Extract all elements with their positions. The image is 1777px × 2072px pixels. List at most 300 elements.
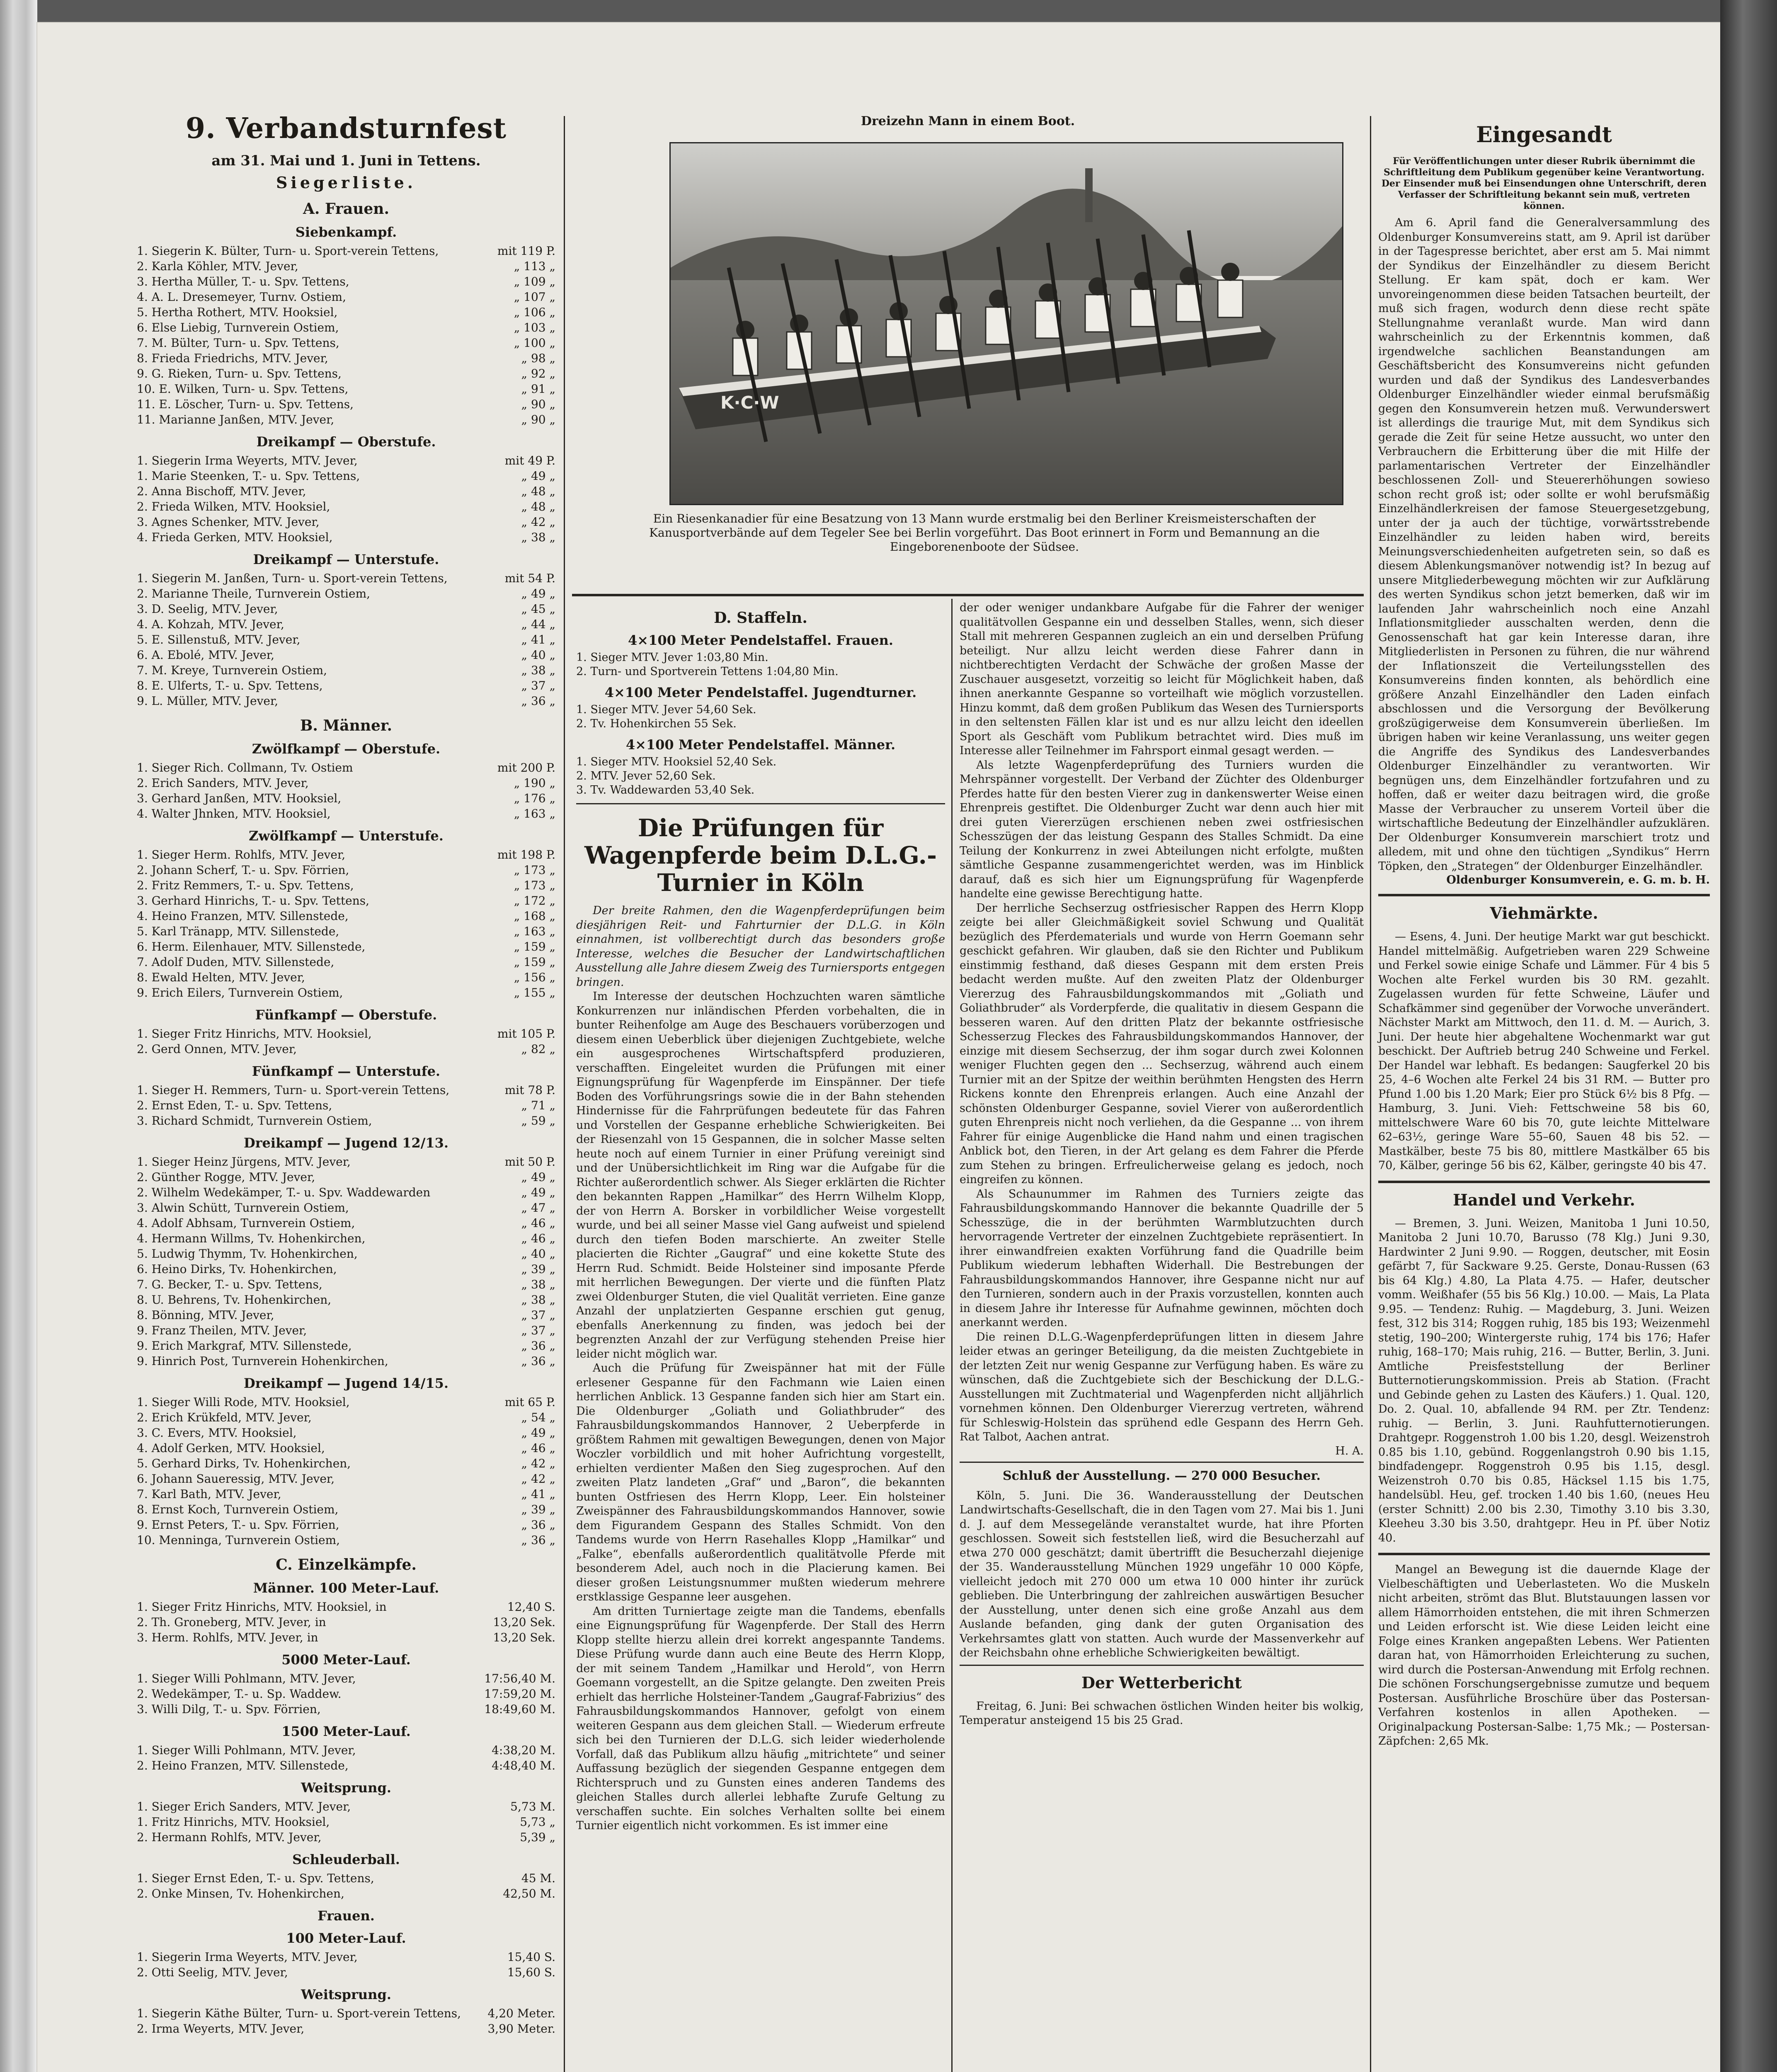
ad-text: Mangel an Bewegung ist die dauernde Klage der Vielbeschäftigten und Ueberlasteten. Wo die Muskeln nicht arbeiten, strömt das Blut. Blutstauungen lassen vor allem Hämorrhoiden entstehen, die mit ihren Schmerzen und Leiden erforscht ist. Wie diese Leiden leicht eine Folge eines Kranken angepaßten Lebens. Wer Patienten daran hat, von Hämorrhoiden Erleichterung zu suchen, wird durch die Postersan-Anwendung mit Erfolg rechnen. Die schönen Forschungsergebnisse zumutze und bequem Postersan. Ausführliche Broschüre über das Postersan-Verfahren kostenlos in allen Apotheken. — Originalpackung Postersan-Salbe: 1,75 Mk.; — Postersan-Zäpfchen: 2,65 Mk. xyxy=(1378,1563,1710,1748)
competitor-score: „ 49 „ xyxy=(521,587,555,600)
competitor-score: „ 36 „ xyxy=(521,1533,555,1547)
result-row xyxy=(137,1471,555,1486)
competitor-name: 9. Franz Theilen, MTV. Jever, xyxy=(137,1324,307,1337)
competitor-name: 1. Sieger H. Remmers, Turn- u. Sport-verein Tettens, xyxy=(137,1083,450,1097)
competitor-name: 8. U. Behrens, Tv. Hohenkirchen, xyxy=(137,1293,332,1307)
competitor-name: 5. E. Sillenstuß, MTV. Jever, xyxy=(137,633,301,646)
result-row xyxy=(137,2006,555,2021)
result-row xyxy=(137,453,555,468)
competitor-score: „ 45 „ xyxy=(521,602,555,616)
discipline-results xyxy=(137,1154,555,1369)
column-rule-1 xyxy=(564,116,565,2072)
competitor-name: 2. Anna Bischoff, MTV. Jever, xyxy=(137,484,306,498)
newspaper-page xyxy=(37,23,1720,2072)
result-row xyxy=(137,514,555,530)
results-column xyxy=(137,112,555,2036)
competitor-name: 3. D. Seelig, MTV. Jever, xyxy=(137,602,278,616)
result-row xyxy=(137,1630,555,1645)
competitor-score: „ 44 „ xyxy=(521,617,555,631)
competitor-name: 9. L. Müller, MTV. Jever, xyxy=(137,694,279,708)
scan-edge-left xyxy=(0,0,37,2072)
competitor-name: 1. Sieger Fritz Hinrichs, MTV. Hooksiel, in xyxy=(137,1600,387,1614)
competitor-name: 7. Adolf Duden, MTV. Sillenstede, xyxy=(137,955,335,969)
competitor-name: 2. Erich Sanders, MTV. Jever, xyxy=(137,776,309,790)
competitor-score: „ 38 „ xyxy=(521,663,555,677)
competitor-score: „ 42 „ xyxy=(521,1457,555,1470)
competitor-name: 6. Heino Dirks, Tv. Hohenkirchen, xyxy=(137,1262,337,1276)
competitor-score: „ 176 „ xyxy=(514,792,555,805)
competitor-name: 5. Hertha Rothert, MTV. Hooksiel, xyxy=(137,305,338,319)
competitor-score: mit 49 P. xyxy=(504,454,555,467)
competitor-score: „ 49 „ xyxy=(521,1426,555,1440)
competitor-name: 1. Fritz Hinrichs, MTV. Hooksiel, xyxy=(137,1815,330,1829)
competitor-score: „ 39 „ xyxy=(521,1262,555,1276)
competitor-name: 3. Herm. Rohlfs, MTV. Jever, in xyxy=(137,1631,318,1644)
result-row xyxy=(137,1113,555,1128)
competitor-score: mit 78 P. xyxy=(504,1083,555,1097)
result-row xyxy=(137,1799,555,1814)
result-row xyxy=(137,1599,555,1615)
competitor-name: 1. Sieger Erich Sanders, MTV. Jever, xyxy=(137,1800,351,1813)
discipline-results xyxy=(137,1743,555,1773)
competitor-name: 5. Ludwig Thymm, Tv. Hohenkirchen, xyxy=(137,1247,358,1261)
result-row xyxy=(137,259,555,274)
result-row xyxy=(137,305,555,320)
result-row xyxy=(137,847,555,862)
competitor-score: mit 200 P. xyxy=(497,761,555,775)
competitor-score: „ 39 „ xyxy=(521,1503,555,1516)
competitor-score: 5,39 „ xyxy=(520,1830,555,1844)
competitor-name: 2. Ernst Eden, T.- u. Spv. Tettens, xyxy=(137,1099,332,1112)
discipline-title: Männer. 100 Meter-Lauf. xyxy=(253,1580,439,1596)
discipline-results xyxy=(137,1599,555,1645)
article-paragraph: Als Schaunummer im Rahmen des Turniers zeigte das Fahrausbildungskommando Hannover die bekannte Quadrille der 5 Schesszüge, die in der berühmten Warmblutzuchten durch hervorragende Vertreter der einzelnen Zuchtgebiete repräsentiert. In ihrer einwandfreien exakten Vorführung fand die Quadrille beim Publikum wiederum lebhaften Widerhall. Die Bestrebungen der Fahrausbildungskommandos Hannover, ihre Gespanne nicht nur auf den Turnieren, sondern auch in der Praxis vorzustellen, konnten auch in diesem Jahre ihr Interesse für Aufnahme gewinnen, möchten doch anerkannt werden. xyxy=(960,1187,1364,1329)
markets-text: — Esens, 4. Juni. Der heutige Markt war gut beschickt. Handel mittelmäßig. Aufgetrieben waren 229 Schweine und Ferkel sowie einige Schafe und Lämmer. Für 4 bis 5 Wochen alte Ferkel wurden bis 30 RM. gezahlt. Zugelassen wurden für fette Schweine, Läufer und Schafkämmer sind gegenüber der Vorwoche unverändert. Nächster Markt am Mittwoch, den 11. d. M. — Aurich, 3. Juni. Der heute hier abgehaltene Wochenmarkt war gut beschickt. Der Auftrieb betrug 240 Schweine und Ferkel. Der Handel war lebhaft. Es bedangen: Saugferkel 20 bis 25, 4–6 Wochen alte Ferkel 24 bis 31 RM. — Butter pro Pfund 1.00 bis 1.20 Mark; Eier pro Stück 6½ bis 8 Pfg. — Hamburg, 3. Juni. Vieh: Fettschweine 58 bis 60, mittelschwere Ware 60 bis 70, gute leichte Mittelware 62–63½, geringe Ware 55–60, Sauen 48 bis 52. — Mastkälber, beste 75 bis 80, mittlere Mastkälber 65 bis 70, Kälber, geringe 56 bis 62, Kälber, geringste 40 bis 47. xyxy=(1378,930,1710,1172)
competitor-name: 2. Marianne Theile, Turnverein Ostiem, xyxy=(137,587,371,600)
exhibition-text: Köln, 5. Juni. Die 36. Wanderausstellung der Deutschen Landwirtschafts-Gesellschaft, die in den Tagen vom 27. Mai bis 1. Juni d. J. auf dem Messegelände veranstaltet wurde, hat ihre Pforten geschlossen. Soweit sich feststellen ließ, wird die Besucherzahl auf etwa 270 000 geschätzt; damit übertrifft die Besucherzahl diejenige der 35. Wanderausstellung München 1929 ungefähr 10 000 Köpfe, vielleicht jedoch mit 270 000 um etwa 10 000 hinter ihr zurück geblieben. Die Unterbringung der zahlreichen auswärtigen Besucher der Ausstellung, unter denen sich eine große Anzahl aus dem Auslande befanden, ging dank der guten Organisation des Verkehrsamtes glatt von statten. Auch wurde der Massenverkehr auf der Reichsbahn ohne erhebliche Schwierigkeiten bewältigt. xyxy=(960,1489,1364,1659)
result-row xyxy=(137,530,555,545)
competitor-name: 2. Gerd Onnen, MTV. Jever, xyxy=(137,1042,297,1056)
discipline-title: Weitsprung. xyxy=(301,1780,391,1796)
competitor-score: „ 173 „ xyxy=(514,879,555,892)
competitor-score: 45 M. xyxy=(521,1871,555,1885)
competitor-score: 12,40 S. xyxy=(507,1600,555,1614)
photo-caption: Ein Riesenkanadier für eine Besatzung von 13 Mann wurde erstmalig bei den Berliner Kreismeisterschaften der Kanusportverbände auf dem Tegeler See bei Berlin vorgeführt. Das Boot erinnert in Form und Bemannung an die Eingeborenenboote der Südsee. xyxy=(649,512,1320,554)
competitor-name: 4. Heino Franzen, MTV. Sillenstede, xyxy=(137,909,349,923)
relay-result-row: 1. Sieger MTV. Hooksiel 52,40 Sek. xyxy=(576,755,777,768)
competitor-name: 11. Marianne Janßen, MTV. Jever, xyxy=(137,413,335,426)
relay-result-row: 2. MTV. Jever 52,60 Sek. xyxy=(576,770,716,782)
result-row xyxy=(137,1830,555,1845)
result-row xyxy=(137,1743,555,1758)
relay-result-row: 2. Tv. Hohenkirchen 55 Sek. xyxy=(576,717,737,730)
competitor-name: 6. A. Ebolé, MTV. Jever, xyxy=(137,648,275,662)
competitor-score: „ 106 „ xyxy=(514,305,555,319)
competitor-score: „ 168 „ xyxy=(514,909,555,923)
result-row xyxy=(137,1277,555,1292)
competitor-name: 3. Richard Schmidt, Turnverein Ostiem, xyxy=(137,1114,372,1128)
competitor-score: „ 113 „ xyxy=(514,259,555,273)
competitor-name: 6. Johann Saueressig, MTV. Jever, xyxy=(137,1472,335,1486)
column-rule-2 xyxy=(951,599,953,2072)
competitor-name: 3. Hertha Müller, T.- u. Spv. Tettens, xyxy=(137,275,349,288)
eingesandt-title: Eingesandt xyxy=(1476,122,1612,148)
result-row xyxy=(137,1886,555,1901)
relay-rule xyxy=(576,803,945,804)
result-row xyxy=(137,1292,555,1307)
result-row xyxy=(137,1323,555,1338)
discipline-title: Siebenkampf. xyxy=(295,224,397,240)
competitor-name: 1. Sieger Ernst Eden, T.- u. Spv. Tettens, xyxy=(137,1871,374,1885)
competitor-score: „ 90 „ xyxy=(521,397,555,411)
competitor-score: „ 46 „ xyxy=(521,1216,555,1230)
competitor-name: 2. Irma Weyerts, MTV. Jever, xyxy=(137,2022,305,2036)
result-row xyxy=(137,647,555,663)
competitor-score: „ 156 „ xyxy=(514,971,555,984)
eingesandt-body xyxy=(1378,216,1710,874)
discipline-title: Frauen. xyxy=(318,1908,375,1924)
competitor-score: mit 65 P. xyxy=(504,1395,555,1409)
competitor-name: 4. Adolf Gerken, MTV. Hooksiel, xyxy=(137,1441,325,1455)
ad-rule xyxy=(1378,1553,1710,1555)
competitor-name: 8. Ernst Koch, Turnverein Ostiem, xyxy=(137,1503,339,1516)
result-row xyxy=(137,806,555,821)
result-row xyxy=(137,1246,555,1261)
article-paragraph: Als letzte Wagenpferdeprüfung des Turniers wurden die Mehrspänner vorgestellt. Der Verband der Züchter des Oldenburger Pferdes hatte für den besten Vierer zug in dankenswerter Weise einen Ehrenpreis gestiftet. Die Oldenburger Zucht war denn auch hier mit drei guten Viererzügen erschienen neben zwei ostfriesischen Schesszügen der das leistung Gespann des Stalles Schmidt. Da eine Teilung der Konkurrenz in zwei Abteilungen nicht erfolgte, mußten sämtliche Gespanne zusammengerichtet werden, was im Hinblick darauf, daß es sich hier um Eignungsprüfung für Wagenpferde handelte eine gewisse Berechtigung hatte. xyxy=(960,758,1364,900)
result-row xyxy=(137,1261,555,1277)
competitor-score: „ 38 „ xyxy=(521,530,555,544)
result-row xyxy=(137,893,555,908)
competitor-name: 6. Else Liebig, Turnverein Ostiem, xyxy=(137,321,339,334)
competitor-name: 5. Gerhard Dirks, Tv. Hohenkirchen, xyxy=(137,1457,351,1470)
competitor-score: 4:48,40 M. xyxy=(492,1759,555,1772)
competitor-name: 5. Karl Tränapp, MTV. Sillenstede, xyxy=(137,925,339,938)
competitor-score: „ 190 „ xyxy=(514,776,555,790)
result-row xyxy=(137,1169,555,1185)
result-row xyxy=(137,484,555,499)
competitor-name: 1. Sieger Willi Rode, MTV. Hooksiel, xyxy=(137,1395,350,1409)
discipline-results xyxy=(137,760,555,821)
competitor-name: 2. Wilhelm Wedekämper, T.- u. Spv. Waddewarden xyxy=(137,1186,431,1199)
result-row xyxy=(137,243,555,259)
competitor-name: 7. M. Kreye, Turnverein Ostiem, xyxy=(137,663,327,677)
competitor-score: „ 163 „ xyxy=(514,807,555,821)
article-paragraph: Die reinen D.L.G.-Wagenpferdeprüfungen litten in diesem Jahre leider etwas an geringer Beteiligung, da die meisten Zuchtgebiete in der letzten Zeit nur wenig Gespanne zur Verfügung haben. Es wäre zu wünschen, daß die Zuchtgebiete sich der Beschickung der D.L.G.-Ausstellungen mit Zuchtmaterial und Wagenpferden nicht alljährlich vornehmen können. Den Oldenburger Viererzug vertreten, während für Schleswig-Holstein das sprühend edle Gespann des Herrn Geh. Rat Talbot, Aachen antrat. xyxy=(960,1330,1364,1443)
competitor-score: „ 155 „ xyxy=(514,986,555,1000)
result-row xyxy=(137,1082,555,1098)
result-row xyxy=(137,791,555,806)
competitor-name: 3. Alwin Schütt, Turnverein Ostiem, xyxy=(137,1201,349,1215)
result-row xyxy=(137,663,555,678)
relay-results xyxy=(576,632,945,797)
competitor-score: „ 98 „ xyxy=(521,351,555,365)
result-row xyxy=(137,1814,555,1830)
competitor-score: 15,40 S. xyxy=(507,1950,555,1964)
result-row xyxy=(137,335,555,351)
competitor-name: 9. Ernst Peters, T.- u. Spv. Förrien, xyxy=(137,1518,339,1532)
competitor-score: „ 159 „ xyxy=(514,955,555,969)
competitor-score: „ 49 „ xyxy=(521,1170,555,1184)
competitor-name: 4. Walter Jhnken, MTV. Hooksiel, xyxy=(137,807,331,821)
result-row xyxy=(137,499,555,514)
article-subtitle: am 31. Mai und 1. Juni in Tettens. xyxy=(211,152,481,169)
result-row xyxy=(137,1215,555,1231)
competitor-name: 2. Karla Köhler, MTV. Jever, xyxy=(137,259,298,273)
competitor-score: „ 92 „ xyxy=(521,367,555,380)
article-paragraph: Am dritten Turniertage zeigte man die Tandems, ebenfalls eine Eignungsprüfung für Wagenpferde. Der Stall des Herrn Klopp stellte hierzu allein drei korrekt angespannte Tandems. Diese Prüfung wurde dann auch eine Beute des Herrn Klopp, der mit seinem Tandem „Hamilkar und Herold“, von Herrn Goemann vorgestellt, an die Spitze gelangte. Den zweiten Preis erhielt das herrliche Holsteiner-Tandem „Gaugraf-Fabrizius“ des Fahrausbildungskommandos Hannover, gefolgt von einem weiteren Gespann aus dem gleichen Stall. — Wiederum erfreute sich bei den Turnieren der D.L.G. sich leider wiederholende Vorfall, daß das Publikum allzu häufig „mitrichtete“ und seiner Auffassung bezüglich der siegenden Gespanne entgegen dem Richterspruch und zu Gunsten eines anderen Tandems des gleichen Stalles durch allerlei lebhafte Zurufe Geltung zu verschaffen suchte. Ein solches Verhalten sollte bei einem Turnier eigentlich nicht vorkommen. Es ist immer eine xyxy=(576,1605,945,1832)
competitor-name: 2. Hermann Rohlfs, MTV. Jever, xyxy=(137,1830,322,1844)
competitor-score: 42,50 M. xyxy=(503,1887,555,1900)
discipline-title: Fünfkampf — Unterstufe. xyxy=(252,1063,441,1079)
result-row xyxy=(137,970,555,985)
competitor-score: mit 119 P. xyxy=(497,244,555,258)
markets-title: Viehmärkte. xyxy=(1490,904,1598,922)
competitor-score: „ 71 „ xyxy=(521,1099,555,1112)
discipline-results xyxy=(137,1871,555,1901)
competitor-score: 17:59,20 M. xyxy=(484,1687,555,1701)
competitor-score: „ 103 „ xyxy=(514,321,555,334)
competitor-name: 9. Erich Eilers, Turnverein Ostiem, xyxy=(137,986,343,1000)
article-paragraph: Der herrliche Sechserzug ostfriesischer Rappen des Herrn Klopp zeigte bei aller Gleichmäßigkeit soviel Schwung und Qualität bezüglich des Pferdematerials und wurde von Herrn Goemann sehr geschickt gefahren. Wir glauben, daß sie den Richter und Publikum einstimmig festhand, daß dieses Gespann mit dem ersten Preis bedacht werden mußte. Auf den zweiten Platz der Oldenburger Viererzug des Fahrausbildungskommandos mit „Goliath und Goliathbruder“ als Vorderpferde, die qualitativ in diesem Gespann die besseren waren. Auf den dritten Platz der bekannte ostfriesische Schesserzug Fleckes des Fahrausbildungskommandos Hannover, der einzige mit diesem Sechserzug, der ihm sogar durch zwei Kolonnen weniger Fluchten gegen den ... Sechserzug, während auch einem Turnier mit an der Spitze der weithin berühmten Hengsten des Herrn Rickens konnte den Ehrenpreis erlangen. Auch eine Anzahl der schönsten Oldenburger Gespanne, soviel Vierer von außerordentlich guten Ehrenpreis nicht noch verliehen, da die Gespanne ... von ihrem Fahrer für einige Augenblicke die Hand nahm und einen tragischen Anblick bot, den Tieren, in der Art gelang es dem Fahrer die Pferde zum Stehen zu bringen. Erfreulicherweise gelang es jedoch, noch eingreifen zu können. xyxy=(960,901,1364,1186)
competitor-name: 1. Sieger Herm. Rohlfs, MTV. Jever, xyxy=(137,848,346,862)
discipline-title: 100 Meter-Lauf. xyxy=(286,1930,406,1946)
result-row xyxy=(137,1758,555,1773)
weather-title: Der Wetterbericht xyxy=(1081,1673,1242,1692)
competitor-name: 10. Menninga, Turnverein Ostiem, xyxy=(137,1533,340,1547)
competitor-name: 3. Gerhard Janßen, MTV. Hooksiel, xyxy=(137,792,342,805)
competitor-score: „ 37 „ xyxy=(521,1324,555,1337)
result-row xyxy=(137,1486,555,1502)
discipline-title: Dreikampf — Jugend 14/15. xyxy=(243,1375,449,1391)
competitor-score: „ 163 „ xyxy=(514,925,555,938)
competitor-score: 4:38,20 M. xyxy=(492,1743,555,1757)
discipline-results xyxy=(137,847,555,1000)
exhibition-rule xyxy=(960,1462,1364,1463)
results-list xyxy=(137,200,555,2036)
competitor-score: mit 54 P. xyxy=(504,571,555,585)
competitor-name: 1. Siegerin K. Bülter, Turn- u. Sport-verein Tettens, xyxy=(137,244,439,258)
result-row xyxy=(137,1502,555,1517)
competitor-score: „ 36 „ xyxy=(521,1339,555,1353)
relay-result-row: 1. Sieger MTV. Jever 54,60 Sek. xyxy=(576,703,756,716)
competitor-name: 3. Willi Dilg, T.- u. Spv. Förrien, xyxy=(137,1702,321,1716)
result-row xyxy=(137,412,555,427)
article-body xyxy=(576,904,945,1833)
relay-section-title: D. Staffeln. xyxy=(714,609,807,627)
result-row xyxy=(137,468,555,484)
article-continued xyxy=(960,601,1364,1445)
results-list-title: Siegerliste. xyxy=(276,173,417,192)
result-row xyxy=(137,1098,555,1113)
article-lead: Der breite Rahmen, den die Wagenpferdeprüfungen beim diesjährigen Reit- und Fahrturnier der D.L.G. in Köln einnahmen, ist vollberechtigt durch das besonders große Interesse, welches die Besucher der Landwirtschaftlichen Ausstellung alle Jahre diesem Zweig des Turniersports entgegen bringen. xyxy=(576,904,945,989)
result-row xyxy=(137,1686,555,1702)
result-row xyxy=(137,775,555,791)
competitor-score: „ 100 „ xyxy=(514,336,555,350)
competitor-name: 2. Günther Rogge, MTV. Jever, xyxy=(137,1170,315,1184)
discipline-title: Dreikampf — Oberstufe. xyxy=(256,434,436,450)
competitor-score: „ 59 „ xyxy=(521,1114,555,1128)
markets-rule xyxy=(1378,894,1710,896)
competitor-name: 8. Frieda Friedrichs, MTV. Jever, xyxy=(137,351,328,365)
result-row xyxy=(137,1026,555,1041)
competitor-score: „ 37 „ xyxy=(521,1308,555,1322)
discipline-title: 1500 Meter-Lauf. xyxy=(281,1723,411,1739)
result-row xyxy=(137,1456,555,1471)
competitor-name: 4. A. L. Dresemeyer, Turnv. Ostiem, xyxy=(137,290,346,304)
relay-title: 4×100 Meter Pendelstaffel. Männer. xyxy=(625,737,896,753)
competitor-score: 13,20 Sek. xyxy=(493,1615,555,1629)
result-row xyxy=(137,632,555,647)
scan-edge-right xyxy=(1720,0,1777,2072)
ad-body xyxy=(1378,1563,1710,1749)
article-paragraph: Auch die Prüfung für Zweispänner hat mit der Fülle erlesener Gespanne für den Fachmann wie Laien einen herrlichen Anblick. 13 Gespanne fanden sich hier am Start ein. Die Oldenburger „Goliath und Goliathbruder“ des Fahrausbildungskommandos Hannover, 2 Ueberpferde in größtem Rahmen mit gewaltigen Bewegungen, denen von Major Woczler vorbildlich und mit hoher Aufrichtung vorgestellt, erhielten verdienter Maßen den Sieg zugesprochen. Auf den zweiten Platz landeten „Graf“ und „Baron“, die bekannten bunten Ostfriesen des Herrn Klopp, Leer. Ein holsteiner Zweispänner des Fahrausbildungskommandos Hannover, sowie dem Figurandem Gespann des Stalles Schmidt. Von den Tandems wurde von Herrn Rasehalles Klopp „Hamilkar“ und „Falke“, ebenfalls außerordentlich qualitätvolle Pferde mit besonderem Adel, auch noch in die Placierung kamen. Bei dieser großen Leistungsnummer mußten wiederum mehrere erstklassige Gespanne leer ausgehen. xyxy=(576,1362,945,1603)
competitor-name: 2. Heino Franzen, MTV. Sillenstede, xyxy=(137,1759,349,1772)
discipline-title: Zwölfkampf — Unterstufe. xyxy=(249,828,444,844)
competitor-name: 2. Otti Seelig, MTV. Jever, xyxy=(137,1965,288,1979)
result-row xyxy=(137,1154,555,1169)
discipline-title: 5000 Meter-Lauf. xyxy=(281,1652,411,1668)
result-row xyxy=(137,678,555,693)
competitor-score: mit 50 P. xyxy=(504,1155,555,1169)
result-row xyxy=(137,862,555,878)
relay-title: 4×100 Meter Pendelstaffel. Frauen. xyxy=(628,632,894,648)
competitor-score: „ 37 „ xyxy=(521,679,555,692)
article-title: 9. Verbandsturnfest xyxy=(185,112,507,145)
competitor-name: 7. M. Bülter, Turn- u. Spv. Tettens, xyxy=(137,336,339,350)
competitor-name: 3. Gerhard Hinrichs, T.- u. Spv. Tettens, xyxy=(137,894,370,908)
discipline-title: Weitsprung. xyxy=(301,1987,391,2002)
result-row xyxy=(137,924,555,939)
competitor-name: 1. Sieger Fritz Hinrichs, MTV. Hooksiel, xyxy=(137,1027,372,1041)
competitor-score: „ 109 „ xyxy=(514,275,555,288)
discipline-title: Fünfkampf — Oberstufe. xyxy=(255,1007,437,1023)
result-row xyxy=(137,908,555,924)
competitor-score: 13,20 Sek. xyxy=(493,1631,555,1644)
result-row xyxy=(137,1353,555,1369)
competitor-score: „ 36 „ xyxy=(521,1518,555,1532)
trade-rule xyxy=(1378,1181,1710,1183)
result-row xyxy=(137,1410,555,1425)
competitor-name: 7. Karl Bath, MTV. Jever, xyxy=(137,1487,281,1501)
result-row xyxy=(137,2021,555,2036)
competitor-score: 3,90 Meter. xyxy=(487,2022,555,2036)
sport-column xyxy=(576,601,945,1833)
weather-body xyxy=(960,1699,1364,1728)
eingesandt-text: Am 6. April fand die Generalversammlung des Oldenburger Konsumvereins statt, am 9. April ist darüber in der Tagespresse berichtet, aber erst am 5. Mai nimmt der Syndikus der Einzelhändler zu diesem Bericht Stellung. Er kam spät, doch er kam. Wer unvoreingenommen diese beiden Tatsachen beurteilt, der muß sich fragen, wodurch denn diese recht späte Stellungnahme veranlaßt wurde. Man wird dann wahrscheinlich zu der Erkenntnis kommen, daß irgendwelche sachlichen Beanstandungen am Geschäftsbericht des Konsumvereins nicht gefunden wurden und daß der Syndikus des Landesverbandes Oldenburger Einzelhändler wieder einmal berufsmäßig gegen den Konsumverein hetzen muß. Verwunderswert ist allerdings die traurige Mut, mit dem Syndikus sich gerade die Zeit für seine Hetze aussucht, wo unter den Verbrauchern die Erbitterung über die mit Hilfe der parlamentarischen Vertreter der Einzelhändler beschlossenen Zoll- und Steuererhöhungen sowieso schon recht groß ist; oder sollte er wohl berufsmäßig Einzelhändlerkreisen der famose Steuergesetzgebung, unter der ja auch der tüchtige, vorwärtsstrebende Einzelhändler zu leiden haben wird, bereits Meinungsverschiedenheiten aufgetreten sein, so daß es diesem Ablenkungsmanöver notwendig ist? In bezug auf unsere Mitgliederbewegung möchten wir zur Aufklärung des werten Syndikus schon jetzt bemerken, daß wir im laufenden Jahr wahrscheinlich noch eine Anzahl Inflationsmitglieder ausschalten werden, denn die Genossenschaft hat gar kein Interesse daran, ihre Mitgliederlisten in Personen zu führen, die nur während der Inflationszeit die Verteilungsstellen des Konsumvereins finden konnten, als behördlich eine größere Anzahl Einzelhändler den Laden einfach abschlossen und die Versorgung der Bevölkerung großzügigerweise dem Konsumverein überließen. Im übrigen haben wir keine Veranlassung, uns weiter gegen die Angriffe des Syndikus des Landesverbandes Oldenburger Einzelhändler zu verantworten. Wir begnügen uns, dem Einzelhändler fortzufahren und zu hoffen, daß er weiter dazu beitragen wird, die große Masse der Verbraucher zu unserem Vorteil über die wirtschaftliche Bedeutung der Einzelhändler aufzuklären. Der Oldenburger Konsumverein marschiert trotz und alledem, mit und ohne den tüchtigen „Syndikus“ Herrn Töpken, den „Strategen“ der Oldenburger Einzelhändler. xyxy=(1378,216,1710,873)
trade-text: — Bremen, 3. Juni. Weizen, Manitoba 1 Juni 10.50, Manitoba 2 Juni 10.70, Barusso (78 Klg.) Juni 9.30, Hardwinter 2 Juni 9.90. — Roggen, deutscher, mit Eosin gefärbt 7, für Sackware 9.25. Gerste, Donau-Russen (63 bis 64 Klg.) 4.80, La Plata 4.75. — Hafer, deutscher vomm. Weißhafer (55 bis 56 Klg.) 10.00. — Mais, La Plata 9.95. — Tendenz: Ruhig. — Magdeburg, 3. Juni. Weizen fest, 312 bis 314; Roggen ruhig, 185 bis 193; Weizenmehl stetig, 190–200; Wintergerste ruhig, 174 bis 176; Hafer ruhig, 168–170; Mais ruhig, 216. — Butter, Berlin, 3. Juni. Amtliche Preisfeststellung der Berliner Butternotierungskommission. Preis ab Station. (Fracht und Gebinde gehen zu Lasten des Käufers.) 1. Qual. 120, Do. 2. Qual. 10, abfallende 94 RM. per Ztr. Tendenz: ruhig. — Berlin, 3. Juni. Rauhfutternotierungen. Drahtgepr. Roggenstroh 1.00 bis 1.20, desgl. Weizenstroh 0.85 bis 1.10, gebünd. Roggenlangstroh 0.90 bis 1.15, bindfadengepr. Roggenstroh 0.95 bis 1.15, desgl. Weizenstroh 0.70 bis 0.85, Häcksel 1.15 bis 1.75, handelsübl. Heu, gef. trocken 1.40 bis 1.60, (neues Heu (erster Schnitt) 2.00 bis 2.30, Timothy 3.10 bis 3.30, Kleeheu 3.30 bis 3.50, drahtgepr. Heu in Pf. über Notiz 40. xyxy=(1378,1217,1710,1544)
discipline-results xyxy=(137,2006,555,2036)
competitor-score: „ 159 „ xyxy=(514,940,555,954)
competitor-name: 2. Johann Scherf, T.- u. Spv. Förrien, xyxy=(137,863,349,877)
competitor-score: „ 172 „ xyxy=(514,894,555,908)
result-row xyxy=(137,351,555,366)
competitor-score: „ 41 „ xyxy=(521,1487,555,1501)
relay-result-row: 3. Tv. Waddewarden 53,40 Sek. xyxy=(576,784,755,796)
competitor-score: „ 49 „ xyxy=(521,469,555,483)
competitor-score: „ 107 „ xyxy=(514,290,555,304)
discipline-title: Dreikampf — Jugend 12/13. xyxy=(243,1135,449,1151)
result-row xyxy=(137,954,555,970)
competitor-name: 9. G. Rieken, Turn- u. Spv. Tettens, xyxy=(137,367,342,380)
result-row xyxy=(137,1965,555,1980)
competitor-score: „ 40 „ xyxy=(521,648,555,662)
discipline-title: Dreikampf — Unterstufe. xyxy=(253,552,439,567)
result-row xyxy=(137,1231,555,1246)
rowing-boat-photo xyxy=(669,142,1343,505)
competitor-score: „ 36 „ xyxy=(521,1354,555,1368)
competitor-score: mit 105 P. xyxy=(497,1027,555,1041)
result-row xyxy=(137,601,555,617)
competitor-name: 6. Herm. Eilenhauer, MTV. Sillenstede, xyxy=(137,940,366,954)
competitor-name: 3. Agnes Schenker, MTV. Jever, xyxy=(137,515,320,529)
competitor-score: 4,20 Meter. xyxy=(487,2007,555,2020)
competitor-name: 3. C. Evers, MTV. Hooksiel, xyxy=(137,1426,297,1440)
photo-title: Dreizehn Mann in einem Boot. xyxy=(861,114,1075,128)
result-row xyxy=(137,878,555,893)
exhibition-title: Schluß der Ausstellung. — 270 000 Besucher. xyxy=(1003,1468,1321,1483)
sport-column-continued xyxy=(960,601,1364,1728)
exhibition-body xyxy=(960,1489,1364,1661)
competitor-name: 9. Hinrich Post, Turnverein Hohenkirchen, xyxy=(137,1354,388,1368)
competitor-score: „ 38 „ xyxy=(521,1293,555,1307)
competitor-score: „ 48 „ xyxy=(521,500,555,513)
competitor-name: 4. Adolf Abhsam, Turnverein Ostiem, xyxy=(137,1216,355,1230)
canoe-illustration xyxy=(671,143,1342,504)
results-section-heading: A. Frauen. xyxy=(303,200,389,218)
result-row xyxy=(137,1615,555,1630)
competitor-name: 4. A. Kohzah, MTV. Jever, xyxy=(137,617,284,631)
weather-text: Freitag, 6. Juni: Bei schwachen östlichen Winden heiter bis wolkig, Temperatur ansteigend 15 bis 25 Grad. xyxy=(960,1699,1364,1727)
markets-body xyxy=(1378,930,1710,1173)
competitor-score: mit 198 P. xyxy=(497,848,555,862)
competitor-name: 2. Wedekämper, T.- u. Sp. Waddew. xyxy=(137,1687,342,1701)
discipline-results xyxy=(137,1949,555,1980)
competitor-name: 1. Sieger Heinz Jürgens, MTV. Jever, xyxy=(137,1155,351,1169)
results-section-heading: B. Männer. xyxy=(300,717,393,734)
competitor-score: „ 36 „ xyxy=(521,694,555,708)
article-paragraph: Im Interesse der deutschen Hochzuchten waren sämtliche Konkurrenzen nur inländischen Pferden vorbehalten, die in bunter Reihenfolge am Auge des Beschauers vorüberzogen und diesem einen Ueberblick über diejenigen Zuchtgebiete, welche ein ausgesprochenes Wirtschaftspferd produzieren, verschafften. Eingeleitet wurden die Prüfungen mit einer Eignungsprüfung für Wagenpferde im Einspänner. Der tiefe Boden des Vorführungsrings sowie die in der Bahn stehenden Hindernisse für die Fahrprüfungen bedeutete für das Fahren und Vorstellen der Gespanne erhebliche Schwierigkeiten. Bei der Riesenzahl von 15 Gespannen, die in solcher Masse selten heute noch auf einem Turnier in einer Prüfung vereinigt sind und der Unübersichtlichkeit im Ring war die Aufgabe für die Richter außerordentlich schwer. Als Sieger erklärten die Richter den bekannten Rappen „Hamilkar“ des Herrn Wilhelm Klopp, der von Herrn A. Borsker in vorbildlicher Weise vorgestellt wurde, und bei all seiner Masse viel Gang aufweist und spielend durch den tiefen Boden marschierte. An zweiter Stelle placierten die Richter „Gaugraf“ und eine kokette Stute des Herrn Rud. Schmidt. Beide Holsteiner sind imposante Pferde mit herrlichen Bewegungen. Der vierte und die fünften Platz zwei Oldenburger Stuten, die viel Qualität verrieten. Eine ganze Anzahl der unplatzierten Gespanne erschien gut genug, ebenfalls Anerkennung zu finden, was jedoch bei der begrenzten Anzahl der zur Verfügung stehenden Preise hier leider nicht möglich war. xyxy=(576,990,945,1360)
competitor-score: „ 42 „ xyxy=(521,1472,555,1486)
competitor-name: 2. Fritz Remmers, T.- u. Spv. Tettens, xyxy=(137,879,354,892)
competitor-score: „ 54 „ xyxy=(521,1411,555,1424)
result-row xyxy=(137,571,555,586)
result-row xyxy=(137,760,555,775)
competitor-name: 2. Onke Minsen, Tv. Hohenkirchen, xyxy=(137,1887,344,1900)
competitor-score: „ 40 „ xyxy=(521,1247,555,1261)
competitor-score: 5,73 „ xyxy=(520,1815,555,1829)
result-row xyxy=(137,1949,555,1965)
result-row xyxy=(137,1185,555,1200)
photo-feature xyxy=(572,114,1364,595)
article-signature: H. A. xyxy=(1335,1444,1364,1457)
competitor-score: „ 173 „ xyxy=(514,863,555,877)
competitor-score: „ 42 „ xyxy=(521,515,555,529)
result-row xyxy=(137,320,555,335)
competitor-score: 15,60 S. xyxy=(507,1965,555,1979)
column-rule-3 xyxy=(1370,116,1371,2072)
competitor-name: 1. Sieger Willi Pohlmann, MTV. Jever, xyxy=(137,1672,356,1685)
discipline-title: Schleuderball. xyxy=(292,1852,400,1867)
competitor-score: „ 82 „ xyxy=(521,1042,555,1056)
competitor-score: 5,73 M. xyxy=(510,1800,555,1813)
discipline-results xyxy=(137,571,555,709)
result-row xyxy=(137,289,555,305)
discipline-results xyxy=(137,1394,555,1548)
discipline-results xyxy=(137,1671,555,1717)
competitor-score: „ 46 „ xyxy=(521,1441,555,1455)
result-row xyxy=(137,1671,555,1686)
competitor-score: „ 48 „ xyxy=(521,484,555,498)
